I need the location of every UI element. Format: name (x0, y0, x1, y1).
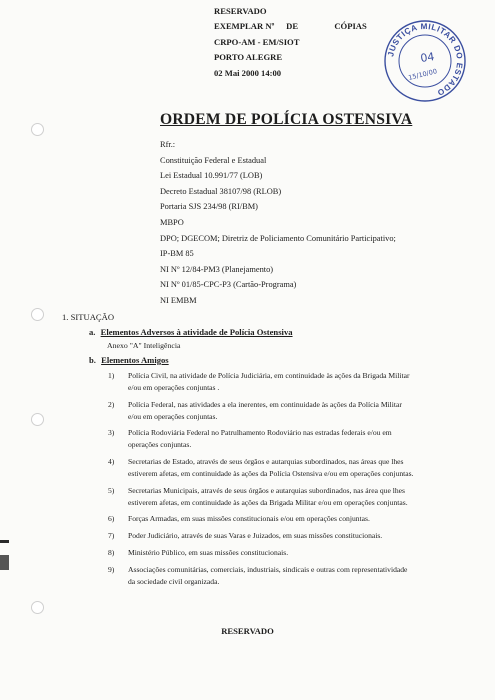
reference-line: Constituição Federal e Estadual (160, 155, 267, 165)
list-item (108, 427, 447, 451)
list-item-number: 1) (108, 371, 115, 380)
footer-classification: RESERVADO (221, 626, 274, 636)
reference-line: NI EMBM (160, 295, 197, 305)
issuing-unit: CRPO-AM - EM/SIOT (214, 36, 300, 47)
reference-line: NI Nº 12/84-PM3 (Planejamento) (160, 264, 274, 274)
list-item-number: 9) (108, 564, 115, 574)
list-item-line: Poder Judiciário, através de suas Varas e Juizados, em suas missões constitucionais. (128, 531, 383, 541)
issuing-city: PORTO ALEGRE (214, 52, 283, 63)
subsection-b-heading (89, 355, 169, 365)
list-item-line: Polícia Federal, nas atividades a ela inerentes, em continuidade às ações da Polícia Militar (128, 399, 402, 409)
svg-text:JUSTIÇA MILITAR DO ESTADO: JUSTIÇA MILITAR DO ESTADO (386, 21, 465, 98)
list-item (108, 513, 447, 525)
scan-mark-bottom (0, 555, 9, 570)
list-item-line: da sociedade civil organizada. (128, 576, 220, 586)
reference-line: Rfr.: (160, 140, 176, 149)
list-item-number: 6) (108, 514, 115, 524)
list-item-line: Ministério Público, em suas missões constitucionais. (128, 547, 289, 557)
list-item-line: e/ou em operações conjuntas. (128, 411, 218, 421)
list-item-line: estiverem afetas, em continuidade às ações da Brigada Militar e/ou em operações conjuntas. (128, 497, 408, 507)
binder-hole-3 (31, 413, 44, 426)
reference-line: IP-BM 85 (160, 249, 194, 259)
list-item (108, 399, 447, 423)
list-item (108, 485, 447, 509)
list-item-number: 3) (108, 428, 115, 438)
list-item-line: Associações comunitárias, comerciais, industriais, sindicais e outras com representatividade (128, 564, 408, 574)
list-item-number: 8) (108, 547, 115, 557)
list-item-line: Forças Armadas, em suas missões constitucionais e/ou em operações conjuntas. (128, 514, 370, 524)
list-item (108, 564, 447, 588)
classification-label: RESERVADO (214, 6, 267, 16)
list-item-line: estiverem afetas, em continuidade às ações da Polícia Ostensiva e/ou em operações conjuntas. (128, 469, 414, 479)
scan-mark-top (0, 540, 9, 543)
issue-datetime: 02 Mai 2000 14:00 (214, 67, 282, 78)
subsection-a-heading (89, 327, 293, 337)
binder-hole-4 (31, 601, 44, 614)
subsection-b-title: Elementos Amigos (101, 355, 169, 365)
section-situation-heading: 1. SITUAÇÃO (62, 312, 115, 322)
subsection-a-title: Elementos Adversos à atividade de Polícia Ostensiva (100, 327, 293, 337)
reference-line: Decreto Estadual 38107/98 (RLOB) (160, 186, 282, 196)
list-item-line: operações conjuntas. (128, 440, 192, 450)
list-item-number: 5) (108, 485, 115, 495)
list-item-number: 2) (108, 399, 115, 409)
copies-label: CÓPIAS (334, 21, 367, 32)
reference-line: MBPO (160, 217, 184, 227)
list-item (108, 530, 447, 542)
list-item-number: 4) (108, 457, 115, 467)
list-item-number: 7) (108, 531, 115, 541)
list-item-line: e/ou em operações conjuntas . (128, 383, 220, 392)
reference-line: DPO; DGECOM; Diretriz de Policiamento Comunitário Participativo; (160, 233, 396, 243)
reference-line: Portaria SJS 234/98 (RI/BM) (160, 202, 258, 212)
binder-hole-1 (31, 123, 44, 136)
list-item (108, 456, 447, 480)
subsection-a-label: a. (89, 327, 96, 337)
list-item-line: Secretarias de Estado, através de seus órgãos e autarquias subordinados, nas áreas que lhes (128, 457, 404, 467)
copy-of-label: DE (286, 21, 299, 32)
subsection-b-label: b. (89, 355, 96, 365)
document-title: ORDEM DE POLÍCIA OSTENSIVA (160, 111, 413, 128)
court-stamp-icon (382, 18, 468, 104)
list-item-line: Secretarias Municipais, através de seus órgãos e autarquias subordinados, nas área que lhes (128, 485, 405, 495)
references-list (160, 137, 396, 309)
list-item-line: Polícia Civil, na atividade de Polícia Judiciária, em continuidade às ações da Brigada Militar (128, 371, 410, 380)
friendly-elements-list (108, 370, 447, 592)
list-item (108, 547, 447, 559)
copy-number-label: EXEMPLAR Nº (214, 21, 275, 32)
document-header (214, 4, 367, 81)
subsection-a-text: Anexo "A" Inteligência (107, 341, 181, 350)
reference-line: NI Nº 01/85-CPC-P3 (Cartão-Programa) (160, 280, 297, 290)
binder-hole-2 (31, 308, 44, 321)
svg-text:04: 04 (419, 50, 436, 65)
copy-number-line (214, 19, 367, 34)
svg-text:15/10/00: 15/10/00 (407, 67, 438, 82)
reference-line: Lei Estadual 10.991/77 (LOB) (160, 171, 263, 181)
list-item (108, 370, 447, 394)
list-item-line: Polícia Rodoviária Federal no Patrulhamento Rodoviário nas estradas federais e/ou em (128, 428, 392, 438)
